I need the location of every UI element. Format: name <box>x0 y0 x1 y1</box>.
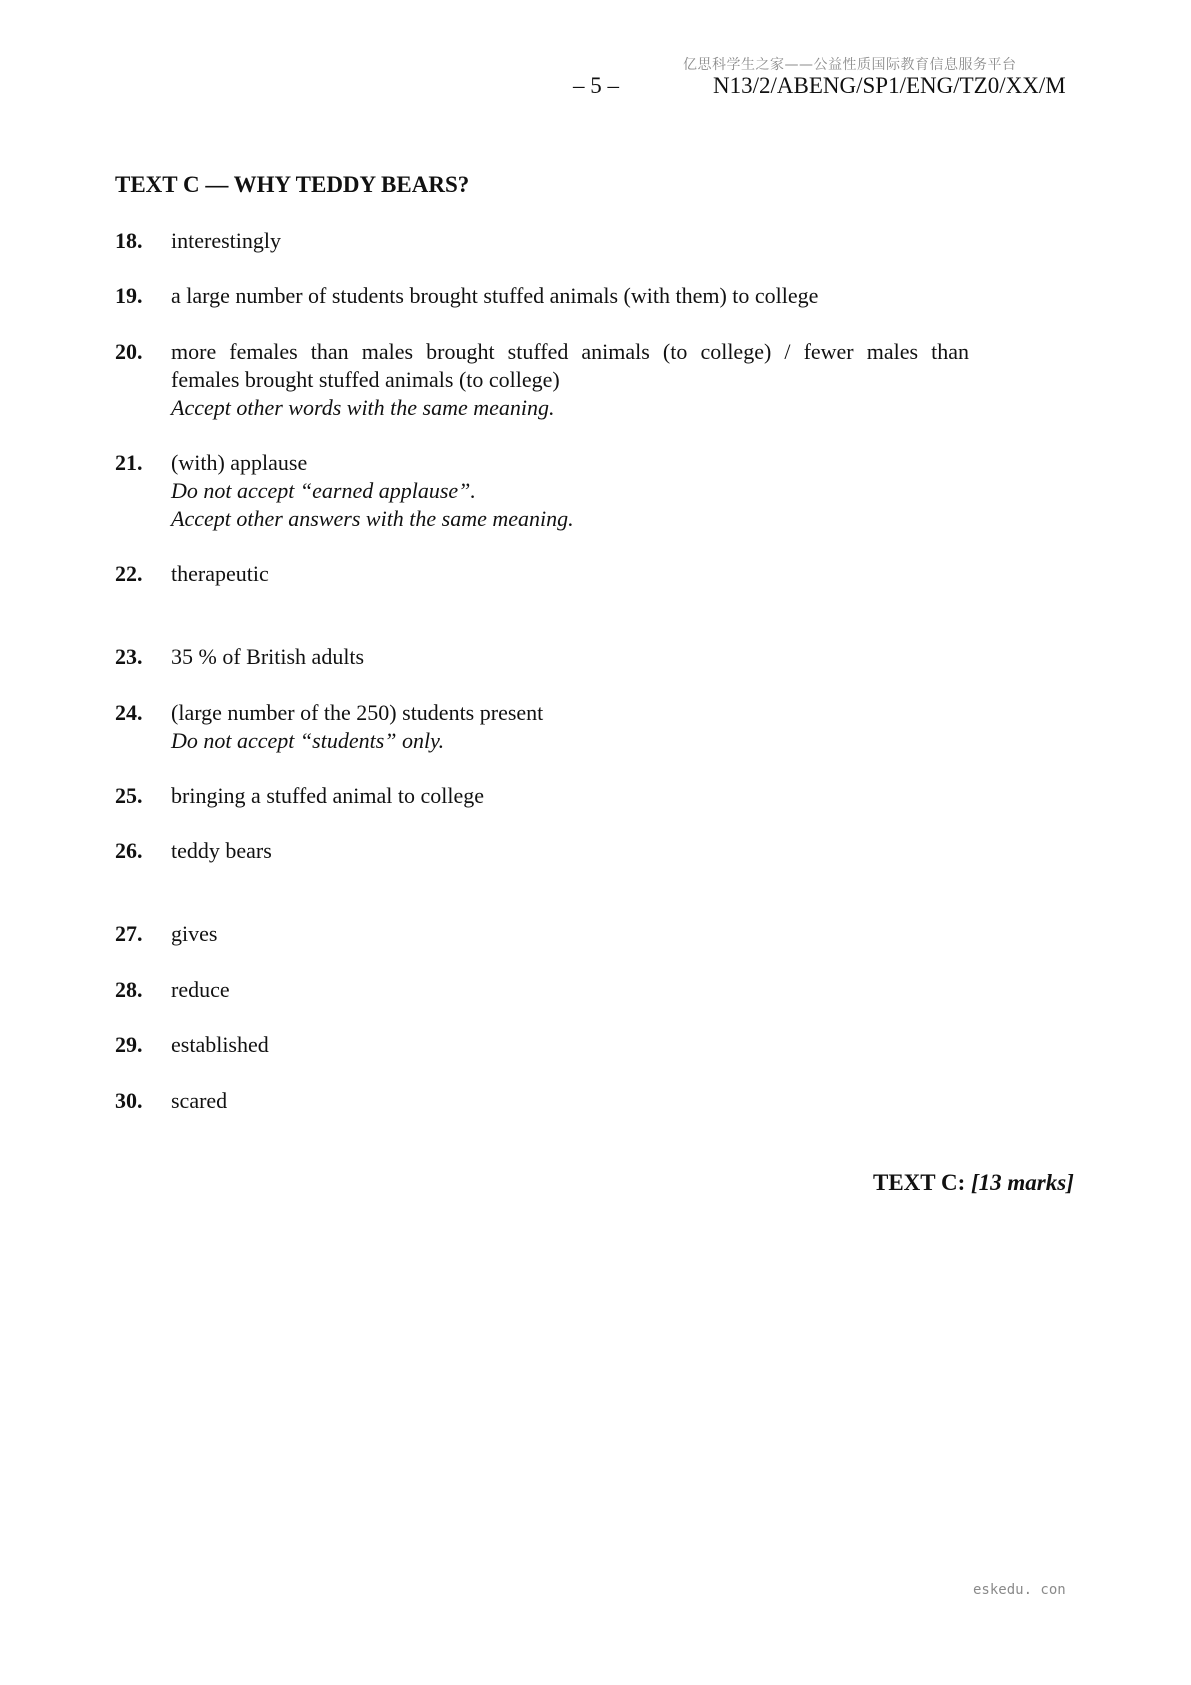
total-label: TEXT C: <box>873 1170 966 1195</box>
header-watermark: 亿思科学生之家——公益性质国际教育信息服务平台 <box>683 57 1017 73</box>
answer-item-21 <box>115 449 975 533</box>
item-number: 26. <box>115 838 143 863</box>
answer-text: teddy bears <box>171 838 272 863</box>
answer-text: scared <box>171 1088 228 1113</box>
answer-item-22 <box>115 560 975 588</box>
answer-text: gives <box>171 921 218 946</box>
total-marks-value: [13 marks] <box>971 1170 1074 1195</box>
document-code: N13/2/ABENG/SP1/ENG/TZ0/XX/M <box>713 73 1066 98</box>
item-number: 22. <box>115 561 143 586</box>
item-body <box>171 560 975 588</box>
item-body <box>171 282 975 310</box>
answer-item-24 <box>115 699 975 755</box>
answer-text: more females than males brought stuffed animals (to college) / fewer males than <box>171 339 969 364</box>
answer-item-23 <box>115 643 975 671</box>
answer-text: a large number of students brought stuffed animals (with them) to college <box>171 283 819 308</box>
item-number: 27. <box>115 921 143 946</box>
marking-note: Do not accept “earned applause”. <box>171 478 476 503</box>
answer-text: females brought stuffed animals (to college) <box>171 367 560 392</box>
item-number: 20. <box>115 339 143 364</box>
answer-text: established <box>171 1032 269 1057</box>
item-number: 29. <box>115 1032 143 1057</box>
item-number: 21. <box>115 450 143 475</box>
item-body <box>171 782 975 810</box>
page-number: – 5 – <box>573 73 619 98</box>
answer-text: interestingly <box>171 228 281 253</box>
item-body <box>171 449 975 533</box>
section-title: TEXT C — WHY TEDDY BEARS? <box>115 172 470 197</box>
item-number: 28. <box>115 977 143 1002</box>
answer-item-27 <box>115 920 975 948</box>
item-number: 18. <box>115 228 143 253</box>
answer-text: reduce <box>171 977 230 1002</box>
item-body <box>171 1031 975 1059</box>
answer-text: bringing a stuffed animal to college <box>171 783 485 808</box>
total-marks <box>873 1170 1074 1196</box>
answer-text: (large number of the 250) students present <box>171 700 544 725</box>
answer-text: 35 % of British adults <box>171 644 365 669</box>
footer-watermark: eskedu. con <box>973 1582 1066 1598</box>
answer-item-19 <box>115 282 975 310</box>
item-body <box>171 643 975 671</box>
item-body <box>171 227 975 255</box>
answer-text: (with) applause <box>171 450 308 475</box>
answer-item-28 <box>115 976 975 1004</box>
item-number: 30. <box>115 1088 143 1113</box>
item-number: 19. <box>115 283 143 308</box>
answer-text: therapeutic <box>171 561 269 586</box>
item-body <box>171 699 975 755</box>
item-number: 25. <box>115 783 143 808</box>
answer-item-18 <box>115 227 975 255</box>
item-body <box>171 837 975 865</box>
item-body <box>171 976 975 1004</box>
item-number: 24. <box>115 700 143 725</box>
answer-item-30 <box>115 1087 975 1115</box>
marking-note: Accept other answers with the same meaning. <box>171 506 574 531</box>
item-body <box>171 1087 975 1115</box>
item-body <box>171 338 975 422</box>
answer-item-25 <box>115 782 975 810</box>
answer-item-26 <box>115 837 975 865</box>
marking-note: Accept other words with the same meaning. <box>171 395 555 420</box>
answer-item-29 <box>115 1031 975 1059</box>
marking-note: Do not accept “students” only. <box>171 728 445 753</box>
answer-item-20 <box>115 338 975 422</box>
item-number: 23. <box>115 644 143 669</box>
item-body <box>171 920 975 948</box>
